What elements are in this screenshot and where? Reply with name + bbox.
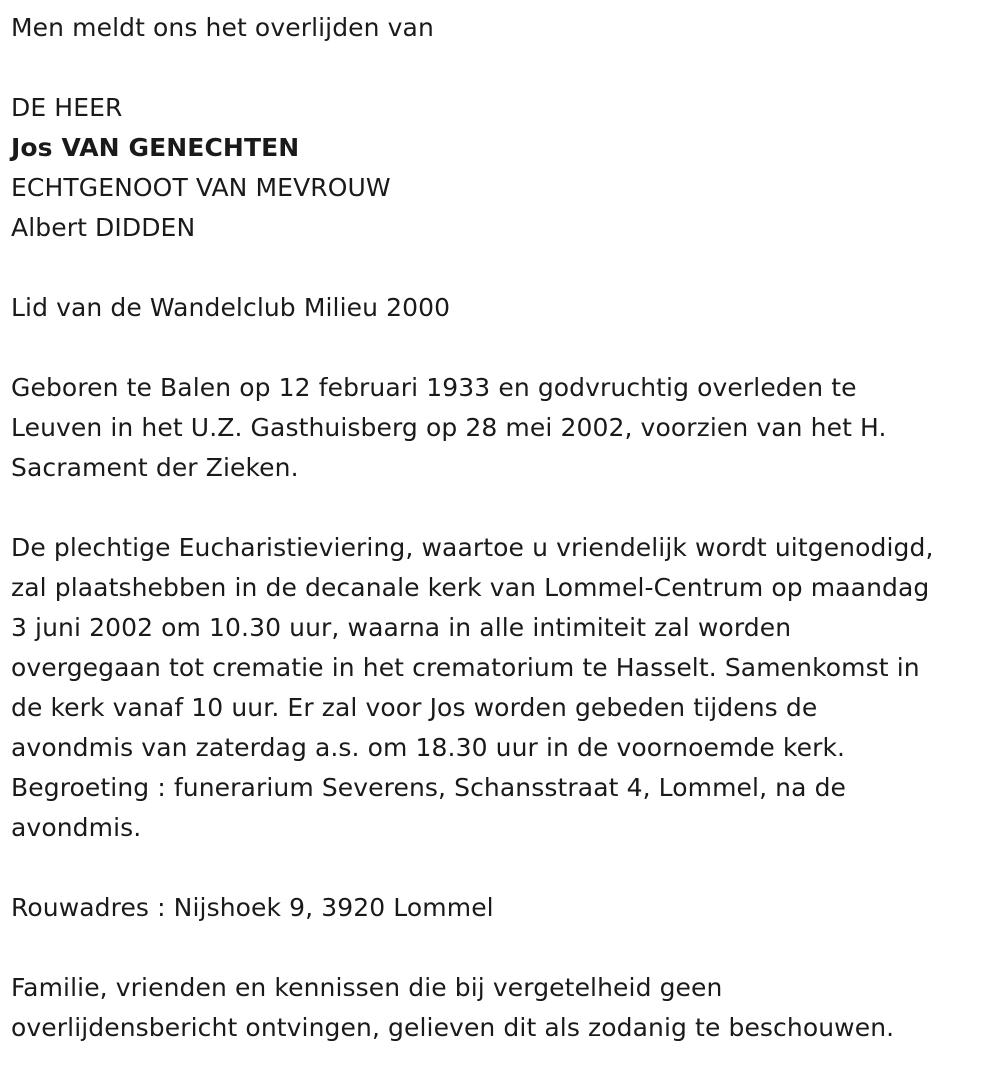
paragraph-line: Geboren te Balen op 12 februari 1933 en godvruchtig overleden te — [11, 373, 857, 402]
paragraph-line: Begroeting : funerarium Severens, Schansstraat 4, Lommel, na de — [11, 773, 847, 802]
paragraph-line: zal plaatshebben in de decanale kerk van Lommel-Centrum op maandag — [11, 573, 930, 602]
mourning-address: Rouwadres : Nijshoek 9, 3920 Lommel — [11, 893, 494, 922]
paragraph-line: avondmis. — [11, 813, 142, 842]
birth-death-paragraph — [11, 368, 996, 488]
paragraph-line: 3 juni 2002 om 10.30 uur, waarna in alle intimiteit zal worden — [11, 613, 792, 642]
spouse-name: Albert DIDDEN — [11, 213, 196, 242]
title-prefix: DE HEER — [11, 93, 123, 122]
service-paragraph — [11, 528, 996, 848]
spacer — [11, 48, 996, 88]
deceased-name: Jos VAN GENECHTEN — [11, 133, 300, 162]
paragraph-line: Leuven in het U.Z. Gasthuisberg op 28 mei 2002, voorzien van het H. — [11, 413, 887, 442]
spouse-label: ECHTGENOOT VAN MEVROUW — [11, 173, 391, 202]
membership-paragraph — [11, 288, 996, 328]
paragraph-line: overgegaan tot crematie in het crematorium te Hasselt. Samenkomst in — [11, 653, 920, 682]
membership-text: Lid van de Wandelclub Milieu 2000 — [11, 293, 451, 322]
paragraph-line: Sacrament der Zieken. — [11, 453, 299, 482]
paragraph-line: De plechtige Eucharistieviering, waartoe u vriendelijk wordt uitgenodigd, — [11, 533, 934, 562]
closing-paragraph — [11, 968, 996, 1048]
mourning-address-paragraph — [11, 888, 996, 928]
paragraph-line: de kerk vanaf 10 uur. Er zal voor Jos worden gebeden tijdens de — [11, 693, 818, 722]
paragraph-line: Familie, vrienden en kennissen die bij vergetelheid geen — [11, 973, 723, 1002]
paragraph-line: avondmis van zaterdag a.s. om 18.30 uur in de voornoemde kerk. — [11, 733, 846, 762]
intro-text: Men meldt ons het overlijden van — [11, 13, 434, 42]
paragraph-line: overlijdensbericht ontvingen, gelieven dit als zodanig te beschouwen. — [11, 1013, 895, 1042]
death-notice — [11, 8, 996, 1048]
